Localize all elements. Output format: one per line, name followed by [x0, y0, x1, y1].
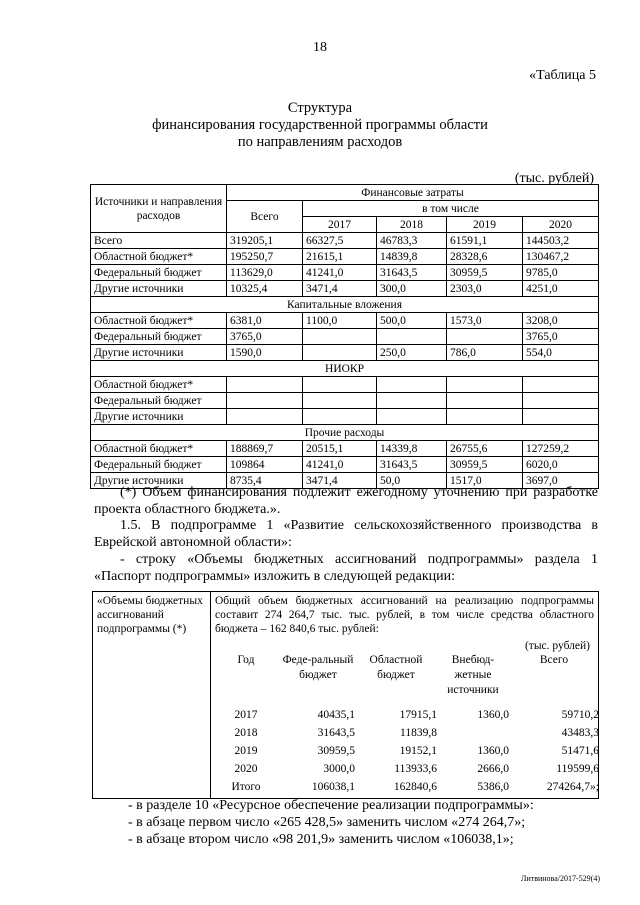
cell-value [447, 393, 523, 409]
cell-value: 319205,1 [227, 233, 303, 249]
header-year: 2017 [303, 217, 377, 233]
bullet-line: - в абзаце первом число «265 428,5» заменить числом «274 264,7»; [128, 815, 526, 830]
cell-value: 26755,6 [447, 441, 523, 457]
cell-value [377, 377, 447, 393]
header-sources: Источники и направления расходов [91, 185, 227, 233]
bullet-line: - в разделе 10 «Ресурсное обеспечение реализации подпрограммы»: [128, 798, 534, 813]
title-line: Структура [287, 100, 353, 116]
cell-value: 144503,2 [523, 233, 599, 249]
row-label: Федеральный бюджет [91, 393, 227, 409]
cell-value [303, 409, 377, 425]
cell-value [303, 377, 377, 393]
cell-value: 3765,0 [227, 329, 303, 345]
budget-year: 2019 [234, 745, 258, 757]
budget-reg: 17915,1 [399, 709, 437, 721]
section-title: Прочие расходы [91, 425, 599, 441]
cell-value: 14339,8 [377, 441, 447, 457]
budget-total: 119599,6 [556, 763, 599, 775]
title-line: финансирования государственной программы области [152, 117, 488, 133]
cell-value: 4251,0 [523, 281, 599, 297]
cell-value: 61591,1 [447, 233, 523, 249]
table-row [91, 441, 599, 457]
cell-value [377, 409, 447, 425]
cell-value [523, 409, 599, 425]
row-label: Федеральный бюджет [91, 329, 227, 345]
cell-value: 50,0 [377, 473, 447, 489]
footer-code: Литвинова/2017-529(4) [521, 874, 600, 883]
cell-value: 1517,0 [447, 473, 523, 489]
units-label: (тыс. рублей) [514, 171, 594, 186]
budget-ext [437, 726, 509, 744]
paragraph-1-5: 1.5. В подпрограмме 1 «Развитие сельскохозяйственного производства в Еврейской автономной области»: [94, 518, 598, 550]
budget-total: 51471,6 [561, 745, 599, 757]
cell-value: 9785,0 [523, 265, 599, 281]
cell-value: 127259,2 [523, 441, 599, 457]
cell-value: 30959,5 [447, 457, 523, 473]
cell-value: 20515,1 [303, 441, 377, 457]
budget-fed: 31643,5 [317, 727, 355, 739]
cell-value [377, 329, 447, 345]
header-including: в том числе [303, 201, 599, 217]
budget-total: 59710,2 [561, 709, 599, 721]
row-label: Федеральный бюджет [91, 457, 227, 473]
budget-fed: 3000,0 [323, 763, 355, 775]
budget-ext: 1360,0 [477, 709, 509, 721]
row-label: Всего [91, 233, 227, 249]
budget-text: Общий объем бюджетных ассигнований на реализацию подпрограммы составит 274 264,7 тыс. тыс. рублей, в том числе средства областного бюджета – 162 840,6 тыс. рублей: [215, 595, 594, 635]
budget-reg: 113933,6 [394, 763, 437, 775]
cell-value [227, 409, 303, 425]
footnote: (*) Объем финансирования подлежит ежегодному уточнению при разработке проекта областного бюджета.». [94, 485, 598, 517]
cell-value: 31643,5 [377, 265, 447, 281]
budget-ext: 5386,0 [477, 781, 509, 793]
budget-fed: 30959,5 [317, 745, 355, 757]
row-label: Другие источники [91, 473, 227, 489]
cell-value [447, 377, 523, 393]
table-row [91, 329, 599, 345]
cell-value: 28328,6 [447, 249, 523, 265]
budget-fed: 40435,1 [317, 709, 355, 721]
budget-header: Внебюд-жетные источники [447, 654, 499, 696]
paragraph-line: - строку «Объемы бюджетных ассигнований подпрограммы» раздела 1 «Паспорт подпрограммы» изложить в следующей редакции: [94, 552, 598, 584]
cell-value: 3471,4 [303, 473, 377, 489]
page-number: 18 [313, 40, 327, 55]
row-label: Другие источники [91, 409, 227, 425]
budget-ext: 1360,0 [477, 745, 509, 757]
cell-value: 41241,0 [303, 265, 377, 281]
table-row [91, 281, 599, 297]
table-row [91, 457, 599, 473]
budget-reg: 19152,1 [399, 745, 437, 757]
header-year: 2018 [377, 217, 447, 233]
cell-value: 130467,2 [523, 249, 599, 265]
section-title: НИОКР [91, 361, 599, 377]
cell-value: 2303,0 [447, 281, 523, 297]
cell-value: 300,0 [377, 281, 447, 297]
budget-fed: 106038,1 [311, 781, 355, 793]
budget-header: Феде-ральный бюджет [282, 654, 354, 681]
cell-value [227, 377, 303, 393]
table-title [0, 100, 640, 151]
budget-ext: 2666,0 [477, 763, 509, 775]
header-fin-costs: Финансовые затраты [227, 185, 599, 201]
budget-header: Областной бюджет [369, 654, 423, 681]
title-line: по направлениям расходов [237, 134, 403, 150]
table-row [91, 233, 599, 249]
budget-units: (тыс. рублей) [524, 640, 590, 652]
cell-value: 113629,0 [227, 265, 303, 281]
cell-value: 1590,0 [227, 345, 303, 361]
cell-value: 14839,8 [377, 249, 447, 265]
cell-value [377, 393, 447, 409]
header-total: Всего [227, 201, 303, 233]
cell-value [303, 329, 377, 345]
header-year: 2020 [523, 217, 599, 233]
cell-value [303, 393, 377, 409]
cell-value [447, 409, 523, 425]
cell-value: 3697,0 [523, 473, 599, 489]
budget-year: 2017 [234, 709, 258, 721]
cell-value: 554,0 [523, 345, 599, 361]
cell-value: 1100,0 [303, 313, 377, 329]
cell-value [523, 377, 599, 393]
cell-value: 3471,4 [303, 281, 377, 297]
cell-value: 1573,0 [447, 313, 523, 329]
budget-left-label: «Объемы бюджетных ассигнований подпрограммы (*) [93, 592, 211, 799]
table-row [91, 377, 599, 393]
cell-value: 8735,4 [227, 473, 303, 489]
table-row [91, 393, 599, 409]
row-label: Областной бюджет* [91, 441, 227, 457]
budget-inner-table [211, 653, 599, 798]
cell-value: 188869,7 [227, 441, 303, 457]
budget-header: Всего [539, 654, 569, 666]
cell-value: 10325,4 [227, 281, 303, 297]
budget-reg: 11839,8 [400, 727, 437, 739]
budget-table [92, 591, 599, 799]
row-label: Областной бюджет* [91, 313, 227, 329]
row-label: Областной бюджет* [91, 249, 227, 265]
budget-row [211, 780, 599, 798]
cell-value: 3765,0 [523, 329, 599, 345]
cell-value: 250,0 [377, 345, 447, 361]
cell-value [303, 345, 377, 361]
budget-total: 43483,3 [561, 727, 599, 739]
budget-reg: 162840,6 [393, 781, 437, 793]
cell-value: 109864 [227, 457, 303, 473]
table-row [91, 409, 599, 425]
row-label: Федеральный бюджет [91, 265, 227, 281]
budget-year: 2020 [234, 763, 258, 775]
cell-value: 41241,0 [303, 457, 377, 473]
header-year: 2019 [447, 217, 523, 233]
row-label: Другие источники [91, 281, 227, 297]
cell-value: 31643,5 [377, 457, 447, 473]
budget-row [211, 726, 599, 744]
cell-value: 6020,0 [523, 457, 599, 473]
budget-row [211, 762, 599, 780]
cell-value [227, 393, 303, 409]
cell-value [447, 329, 523, 345]
table-row [91, 249, 599, 265]
cell-value [523, 393, 599, 409]
budget-header: Год [237, 654, 255, 666]
cell-value: 786,0 [447, 345, 523, 361]
table-row [91, 265, 599, 281]
section-title: Капитальные вложения [91, 297, 599, 313]
cell-value: 195250,7 [227, 249, 303, 265]
row-label: Другие источники [91, 345, 227, 361]
table-label: «Таблица 5 [529, 68, 596, 83]
bullet-line: - в абзаце втором число «98 201,9» заменить числом «106038,1»; [128, 832, 514, 847]
cell-value: 6381,0 [227, 313, 303, 329]
table-row [91, 313, 599, 329]
budget-row [211, 708, 599, 726]
budget-total: 274264,7»; [546, 781, 599, 793]
table-row [91, 345, 599, 361]
financing-table [90, 184, 599, 489]
cell-value: 21615,1 [303, 249, 377, 265]
budget-year: 2018 [234, 727, 258, 739]
cell-value: 66327,5 [303, 233, 377, 249]
budget-row [211, 744, 599, 762]
cell-value: 30959,5 [447, 265, 523, 281]
budget-year: Итого [231, 781, 261, 793]
cell-value: 46783,3 [377, 233, 447, 249]
row-label: Областной бюджет* [91, 377, 227, 393]
cell-value: 3208,0 [523, 313, 599, 329]
cell-value: 500,0 [377, 313, 447, 329]
